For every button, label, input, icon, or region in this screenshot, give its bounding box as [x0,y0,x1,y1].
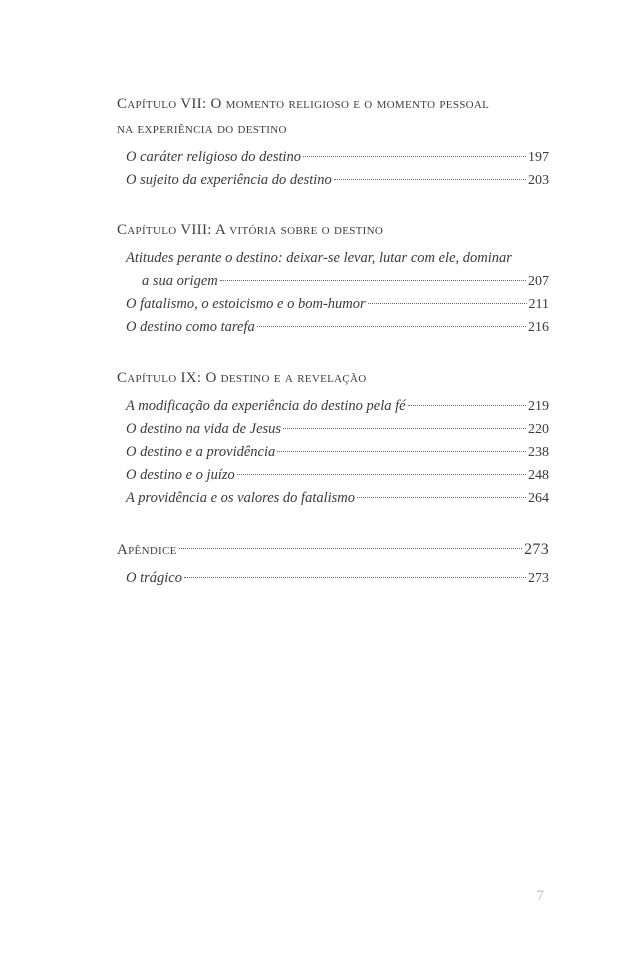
chapter-8 [117,218,549,339]
toc-entry[interactable] [126,316,549,339]
toc-entry[interactable] [126,247,549,293]
toc-entry-title: Atitudes perante o destino: deixar-se levar, lutar com ele, dominar [126,250,512,266]
appendix-heading[interactable] [117,537,549,563]
toc-entry-page: 264 [528,491,549,506]
toc-entry[interactable] [126,395,549,418]
appendix [117,537,549,590]
toc-entry-page: 211 [528,297,549,312]
chapter-7 [117,92,549,192]
dot-leader [184,577,526,578]
toc-entry-page: 216 [528,320,549,335]
toc-entry-title: O trágico [126,570,182,586]
toc-entry-page: 238 [528,445,549,460]
toc-entry-page: 220 [528,422,549,437]
toc-entry-title: O destino na vida de Jesus [126,421,282,437]
dot-leader [277,451,526,452]
toc-entry-title: O destino e a providência [126,444,276,460]
toc-entry-title: O destino e o juízo [126,467,235,483]
chapter-7-title-line1: Capítulo VII: O momento religioso e o momento pessoal [117,96,490,112]
dot-leader [237,474,526,475]
dot-leader [334,179,526,180]
toc-entry-continuation [126,270,549,293]
chapter-7-title-line2: na experiência do destino [117,121,287,137]
toc-entry-page: 248 [528,468,549,483]
appendix-title: Apêndice [117,542,177,558]
toc-entry-title: O fatalismo, o estoicismo e o bom-humor [126,296,366,312]
dot-leader [220,280,526,281]
toc-entry[interactable] [126,567,549,590]
chapter-9-title: Capítulo IX: O destino e a revelação [117,370,367,386]
toc-entry[interactable] [126,418,549,441]
toc-entry-page: 197 [528,150,549,165]
dot-leader [368,303,527,304]
toc-entry-page: 219 [528,399,549,414]
page-number: 7 [536,888,544,904]
dot-leader [303,156,526,157]
appendix-page: 273 [524,541,549,558]
toc-entry[interactable] [126,146,549,169]
chapter-9 [117,366,549,510]
toc-entry[interactable] [126,464,549,487]
toc-entry[interactable] [126,441,549,464]
toc-entry[interactable] [126,169,549,192]
chapter-8-title: Capítulo VIII: A vitória sobre o destino [117,222,384,238]
toc-entry[interactable] [126,487,549,510]
toc-entry-page: 273 [528,571,549,586]
dot-leader [357,497,526,498]
toc-entry-title-cont: a sua origem [142,273,218,289]
toc-entry-title: O sujeito da experiência do destino [126,172,332,188]
dot-leader [257,326,526,327]
toc-entry[interactable] [126,293,549,316]
dot-leader [408,405,526,406]
chapter-7-title [117,92,549,142]
toc-entry-title: O caráter religioso do destino [126,149,302,165]
dot-leader [179,548,522,549]
toc-entry-title: O destino como tarefa [126,319,255,335]
toc-entry-title: A providência e os valores do fatalismo [126,490,356,506]
dot-leader [283,428,526,429]
toc-entry-page: 203 [528,173,549,188]
toc-entry-title: A modificação da experiência do destino pela fé [126,398,406,414]
toc-entry-page: 207 [528,274,549,289]
